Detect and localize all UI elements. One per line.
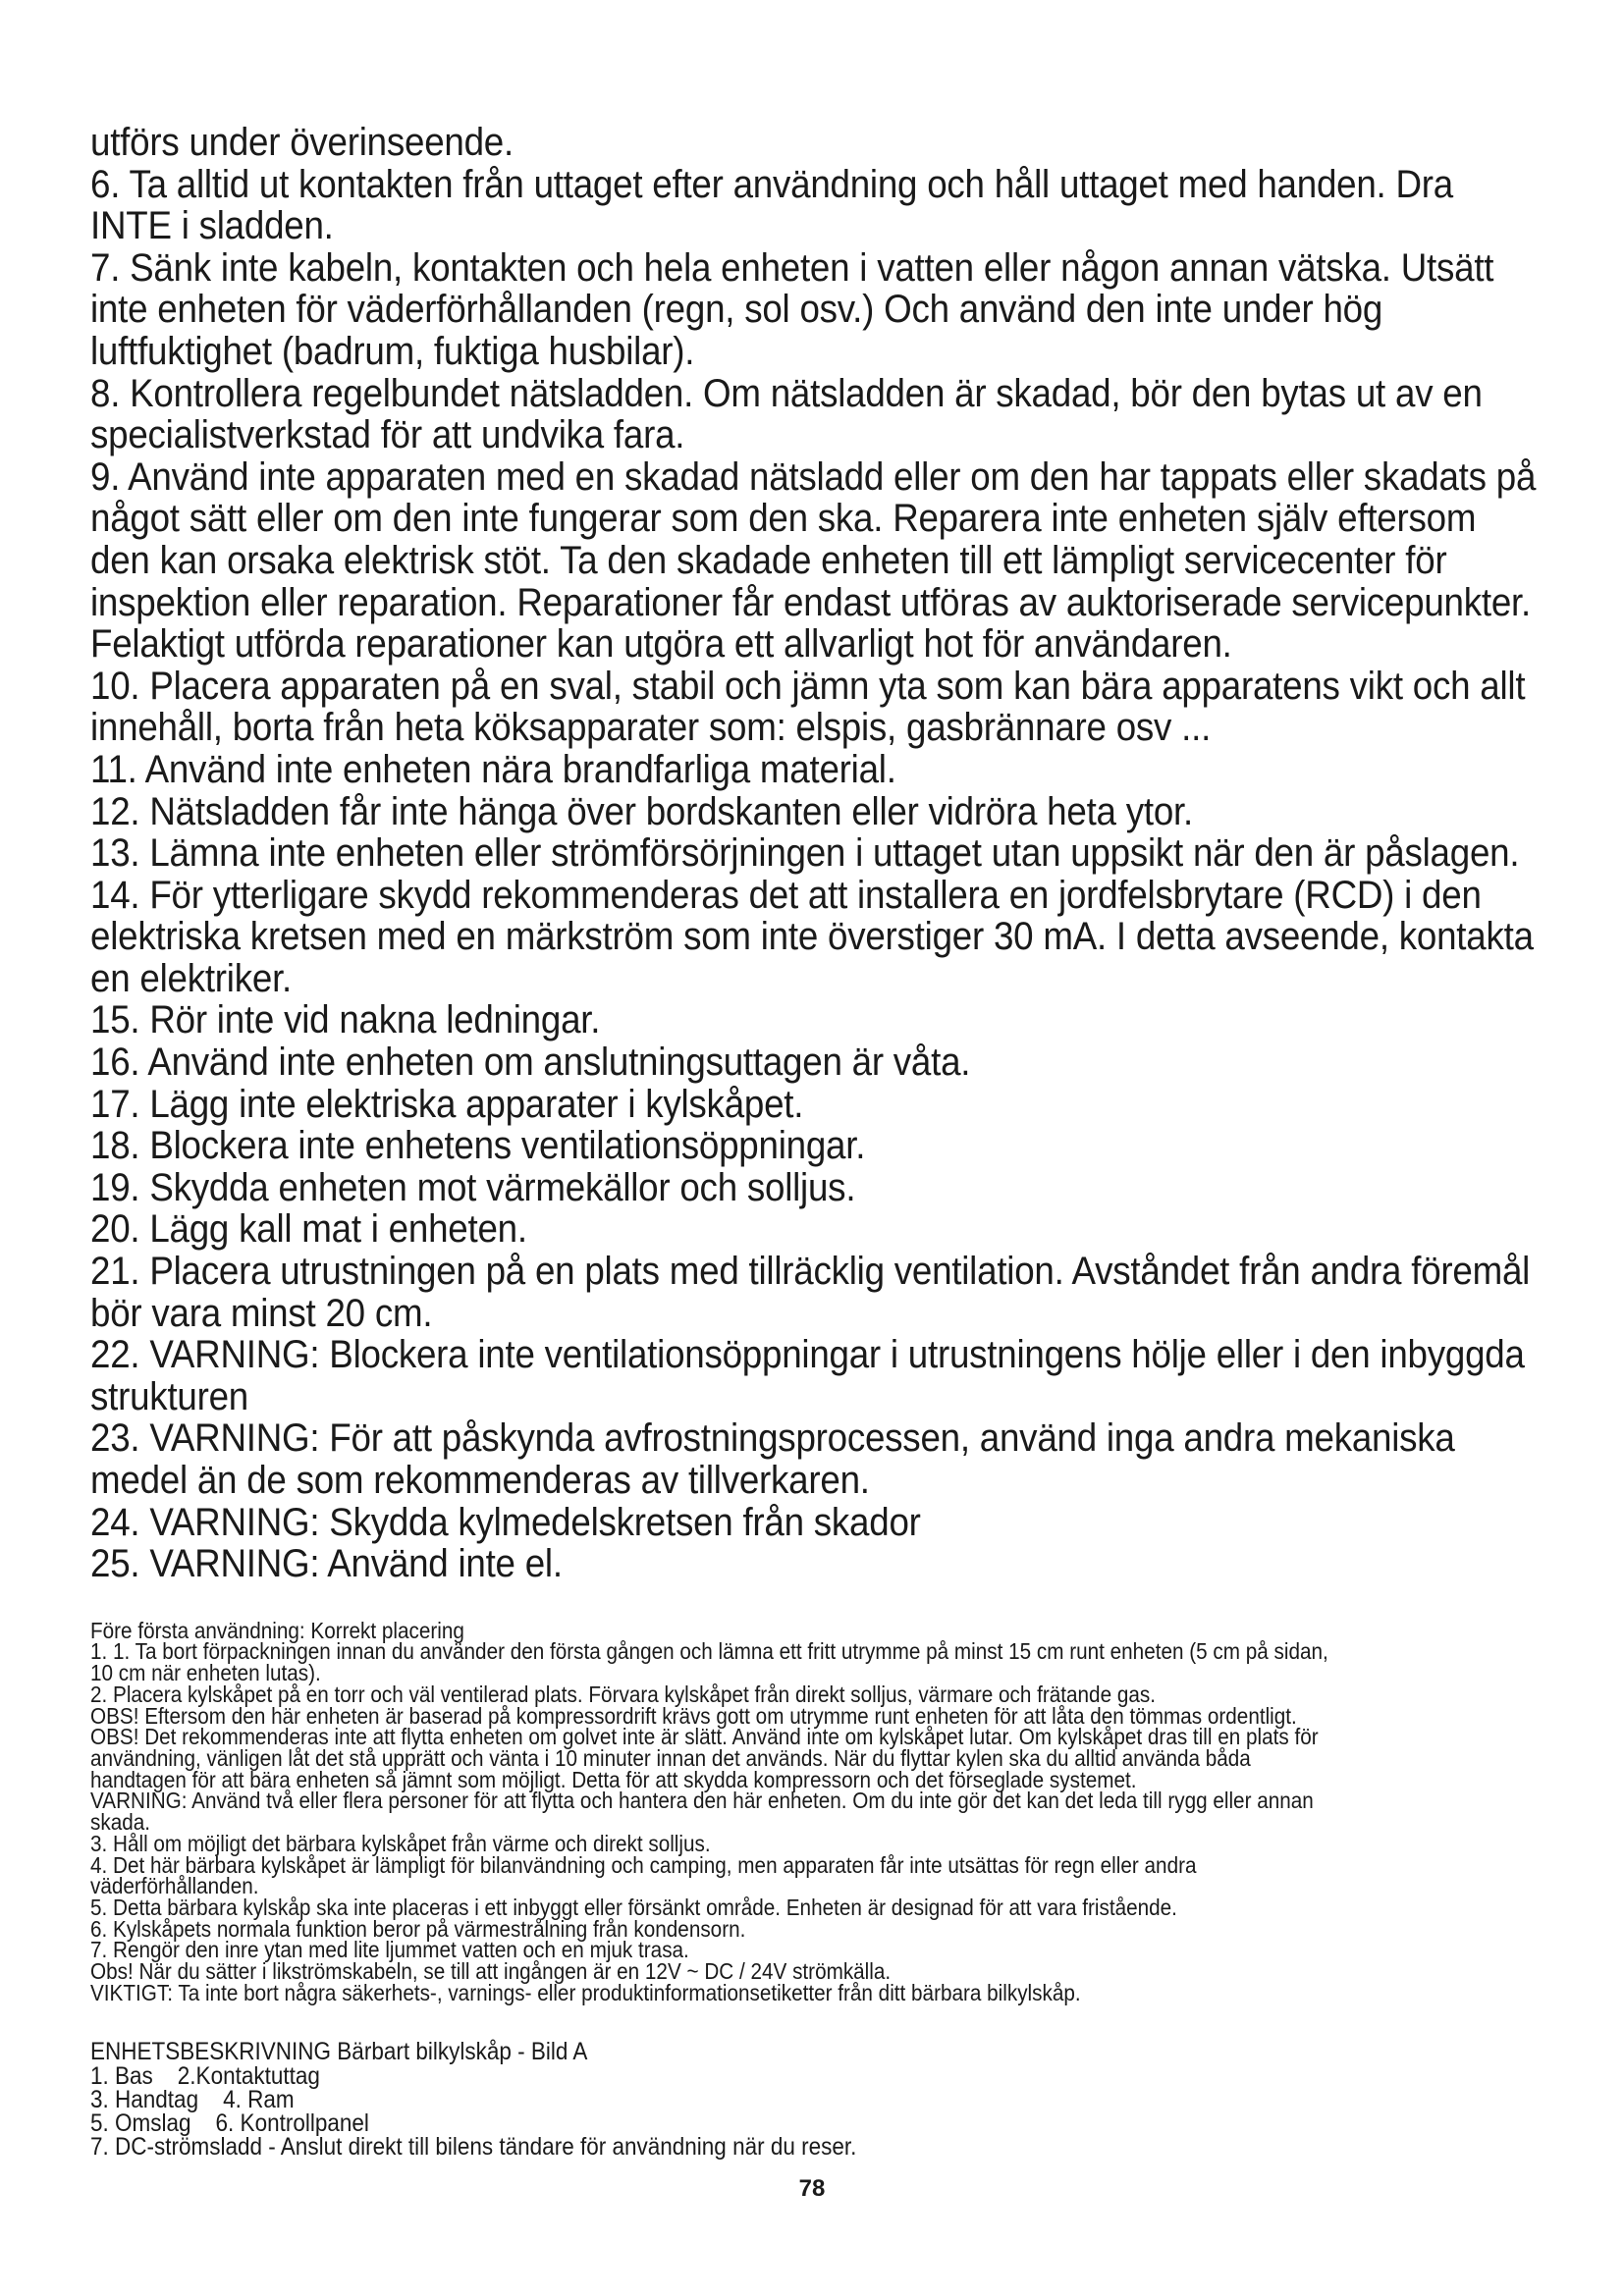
text-line: 10. Placera apparaten på en sval, stabil och jämn yta som kan bära apparatens vikt och allt [90, 664, 1526, 708]
text-line: 8. Kontrollera regelbundet nätsladden. Om nätsladden är skadad, bör den bytas ut av en [90, 371, 1483, 415]
text-line: handtagen för att bära enheten så jämnt som möjligt. Detta för att skydda kompressorn och det förseglade systemet. [90, 1766, 1137, 1792]
text-line: 7. Rengör den inre ytan med lite ljummet vatten och en mjuk trasa. [90, 1937, 689, 1963]
text-line: 19. Skydda enheten mot värmekällor och solljus. [90, 1165, 856, 1209]
text-line: 18. Blockera inte enhetens ventilationsöppningar. [90, 1124, 866, 1168]
text-line: 10 cm när enheten lutas). [90, 1660, 321, 1686]
text-line: 12. Nätsladden får inte hänga över bordskanten eller vidröra heta ytor. [90, 789, 1193, 833]
text-line: 22. VARNING: Blockera inte ventilationsöppningar i utrustningens hölje eller i den inbyggda [90, 1333, 1525, 1377]
text-line: ENHETSBESKRIVNING Bärbart bilkylskåp - Bild A [90, 2038, 588, 2066]
text-line: 1. 1. Ta bort förpackningen innan du använder den första gången och lämna ett fritt utrymme på minst 15 cm runt enheten (5 cm på sidan, [90, 1638, 1328, 1665]
text-line: 9. Använd inte apparaten med en skadad nätsladd eller om den har tappats eller skadats på [90, 454, 1537, 499]
page-number: 78 [798, 2175, 826, 2202]
text-line: 1. Bas 2.Kontaktuttag [90, 2061, 320, 2090]
text-line: 3. Handtag 4. Ram [90, 2085, 295, 2113]
text-line: 11. Använd inte enheten nära brandfarliga material. [90, 747, 896, 791]
first-use-section [90, 1617, 1563, 2005]
text-line: VIKTIGT: Ta inte bort några säkerhets-, varnings- eller produktinformationsetiketter från ditt bärbara bilkylskåp. [90, 1979, 1081, 2005]
text-line: 4. Det här bärbara kylskåpet är lämpligt för bilanvändning och camping, men apparaten får inte utsättas för regn eller andra [90, 1851, 1197, 1878]
text-line: den kan orsaka elektrisk stöt. Ta den skadade enheten till ett lämpligt servicecenter för [90, 538, 1447, 582]
text-line: 2. Placera kylskåpet på en torr och väl ventilerad plats. Förvara kylskåpet från direkt solljus, värmare och frätande gas. [90, 1681, 1156, 1707]
text-line: 24. VARNING: Skydda kylmedelskretsen från skador [90, 1500, 921, 1544]
device-description [90, 2038, 1563, 2162]
text-line: 17. Lägg inte elektriska apparater i kylskåpet. [90, 1082, 804, 1126]
text-line: skada. [90, 1809, 150, 1836]
text-line: INTE i sladden. [90, 204, 334, 248]
text-line: 20. Lägg kall mat i enheten. [90, 1207, 527, 1252]
text-line: inte enheten för väderförhållanden (regn, sol osv.) Och använd den inte under hög [90, 288, 1383, 332]
manual-page [90, 121, 1563, 2162]
text-line: 13. Lämna inte enheten eller strömförsörjningen i uttaget utan uppsikt när den är påslagen. [90, 831, 1520, 876]
text-line: 6. Ta alltid ut kontakten från uttaget efter användning och håll uttaget med handen. Dra [90, 162, 1453, 206]
text-line: utförs under överinseende. [90, 121, 514, 164]
text-line: användning, vänligen låt det stå upprätt och vänta i 10 minuter innan det används. När du flyttar kylen ska du alltid använda båda [90, 1745, 1251, 1771]
text-line: Felaktigt utförda reparationer kan utgöra ett allvarligt hot för användaren. [90, 622, 1232, 667]
text-line: luftfuktighet (badrum, fuktiga husbilar). [90, 329, 695, 373]
text-line: en elektriker. [90, 956, 293, 1000]
text-line: medel än de som rekommenderas av tillverkaren. [90, 1459, 870, 1502]
text-line: 7. DC-strömsladd - Anslut direkt till bilens tändare för användning när du reser. [90, 2133, 857, 2162]
text-line: 23. VARNING: För att påskynda avfrostningsprocessen, använd inga andra mekaniska [90, 1416, 1455, 1461]
text-line: något sätt eller om den inte fungerar som den ska. Reparera inte enheten själv eftersom [90, 497, 1477, 541]
text-line: OBS! Det rekommenderas inte att flytta enheten om golvet inte är slätt. Använd inte om kylskåpet lutar. Om kylskåpet dras till en plats för [90, 1724, 1319, 1750]
text-line: strukturen [90, 1374, 249, 1418]
text-line: Obs! När du sätter i likströmskabeln, se till att ingången är en 12V ~ DC / 24V strömkälla. [90, 1958, 892, 1985]
text-line: 5. Detta bärbara kylskåp ska inte placeras i ett inbyggt eller försänkt område. Enheten är designad för att vara fristående. [90, 1894, 1177, 1920]
safety-instructions [90, 122, 1563, 1585]
text-line: elektriska kretsen med en märkström som inte överstiger 30 mA. I detta avseende, kontakta [90, 915, 1534, 959]
text-line: 15. Rör inte vid nakna ledningar. [90, 998, 601, 1042]
text-line: Före första användning: Korrekt placering [90, 1617, 464, 1643]
text-line: väderförhållanden. [90, 1873, 259, 1899]
text-line: 16. Använd inte enheten om anslutningsuttagen är våta. [90, 1041, 971, 1085]
text-line: inspektion eller reparation. Reparationer får endast utföras av auktoriserade servicepunkter. [90, 580, 1531, 624]
text-line: specialistverkstad för att undvika fara. [90, 413, 685, 457]
text-line: VARNING: Använd två eller flera personer för att flytta och hantera den här enheten. Om du inte gör det kan det leda till rygg eller annan [90, 1788, 1314, 1814]
text-line: innehåll, borta från heta köksapparater som: elspis, gasbrännare osv ... [90, 706, 1212, 750]
text-line: 5. Omslag 6. Kontrollpanel [90, 2109, 369, 2138]
text-line: 3. Håll om möjligt det bärbara kylskåpet från värme och direkt solljus. [90, 1830, 711, 1856]
text-line: 25. VARNING: Använd inte el. [90, 1542, 563, 1586]
text-line: bör vara minst 20 cm. [90, 1291, 433, 1335]
text-line: 7. Sänk inte kabeln, kontakten och hela enheten i vatten eller någon annan vätska. Utsätt [90, 245, 1494, 290]
text-line: 6. Kylskåpets normala funktion beror på värmestrålning från kondensorn. [90, 1915, 746, 1942]
text-line: 14. För ytterligare skydd rekommenderas det att installera en jordfelsbrytare (RCD) i den [90, 873, 1482, 917]
text-line: 21. Placera utrustningen på en plats med tillräcklig ventilation. Avståndet från andra föremål [90, 1250, 1531, 1294]
text-line: OBS! Eftersom den här enheten är baserad på kompressordrift krävs gott om utrymme runt enheten för att låta den tömmas ordentligt. [90, 1702, 1297, 1729]
